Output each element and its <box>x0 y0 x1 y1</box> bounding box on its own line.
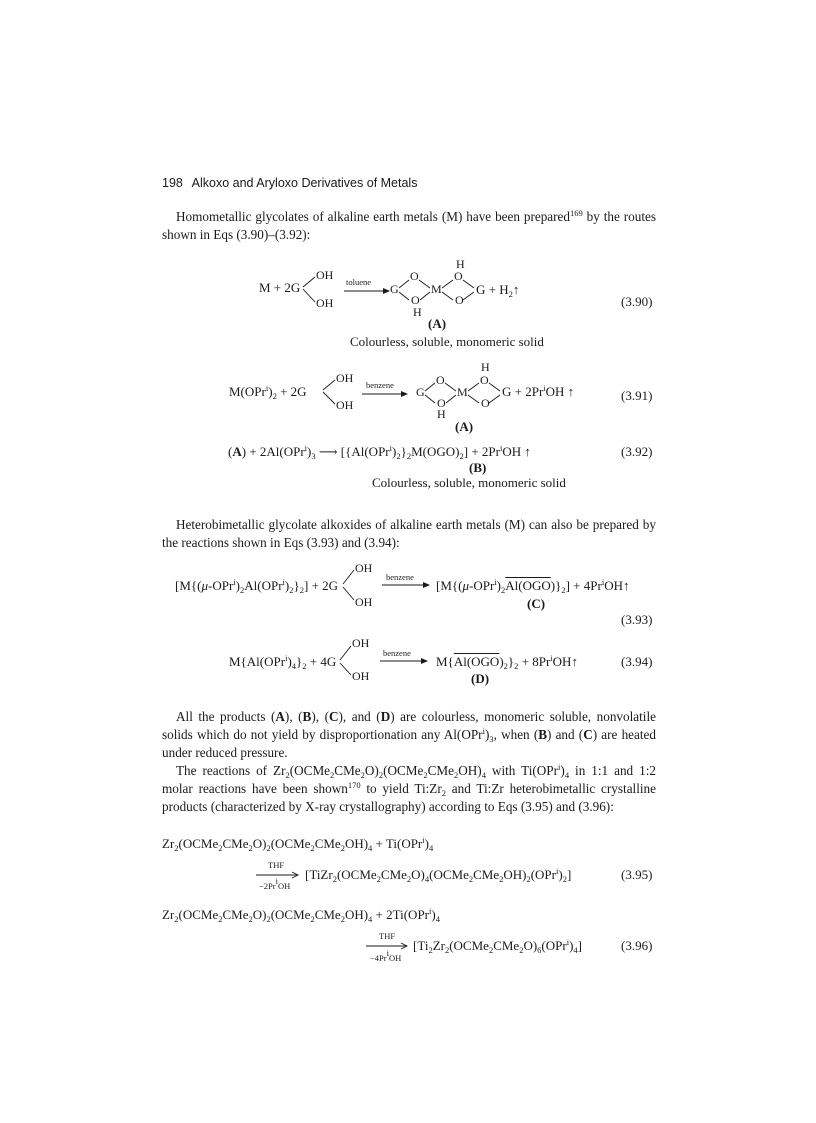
eq392-label: (B) <box>469 460 487 475</box>
eq395-over: THF <box>268 860 285 870</box>
eq394-number: (3.94) <box>621 654 653 669</box>
eq390-lhs: M + 2G <box>259 280 301 295</box>
eq392-caption: Colourless, soluble, monomeric solid <box>372 475 566 490</box>
eq393-oh-bottom: OH <box>355 595 373 609</box>
eq390-atom-o1: O <box>410 269 419 283</box>
eq391-atom-h-bottom: H <box>437 407 446 421</box>
eq396-line1: $Zr_2(OCMe_2CMe_2O)_2(OCMe_2CMe_2OH)_4 + 2Ti(OPr^i)_4$ <box>162 906 440 924</box>
eq390-label: (A) <box>428 316 447 331</box>
eq391-atom-o3: O <box>480 373 489 387</box>
eq390-atom-m: M <box>431 282 442 296</box>
eq391-atom-g-left: G <box>416 385 425 399</box>
eq394-oh-top: OH <box>352 636 370 650</box>
eq393-oh-top: OH <box>355 561 373 575</box>
eq396-product: $[Ti_2Zr_2(OCMe_2CMe_2O)_6(OPr^i)_4]$ <box>413 937 582 955</box>
eq391-atom-h-top: H <box>481 360 490 374</box>
eq390-atom-g-left: G <box>390 282 399 296</box>
eq395-under: $-2Pr^iOH$ <box>259 876 291 891</box>
eq390-caption: Colourless, soluble, monomeric solid <box>350 334 544 349</box>
eq390-atom-h-bottom: H <box>413 305 422 319</box>
eq391-reagent: benzene <box>366 380 394 390</box>
eq390-oh-bottom: OH <box>316 296 334 310</box>
eq394-label: (D) <box>471 671 490 686</box>
eq393-reagent: benzene <box>386 572 414 582</box>
eq394-rhs: $M\{Al(OGO)_2\}_2$ + $8Pr^iOH↑$ <box>436 653 578 671</box>
eq393-label: (C) <box>527 596 546 611</box>
eq391-oh-bottom: OH <box>336 398 354 412</box>
eq396-number: (3.96) <box>621 938 653 953</box>
paragraph-intro-glycolates: Homometallic glycolates of alkaline earth metals (M) have been prepared$^{169}$ by the routes shown in Eqs (3.90)–(3.92): <box>162 208 656 242</box>
eq392-text: $(A) + 2Al(OPr^i)_3$ ⟶ $[\{Al(OPr^i)_2\}_2M(OGO)_2] + 2Pr^iOH$ ↑ <box>228 443 531 461</box>
eq393-lhs: $[M\{(\mu-OPr^i)_2Al(OPr^i)_2\}_2] + 2G$ <box>175 577 339 595</box>
eq391-lhs: $M(OPr^i)_2 + 2G$ <box>229 383 307 401</box>
eq394-lhs: $M\{Al(OPr^i)_4\}_2 + 4G$ <box>229 653 337 671</box>
paragraph-zr-ti-reactions: The reactions of $Zr_2(OCMe_2CMe_2O)_2(OCMe_2CMe_2OH)_4$ with $Ti(OPr^i)_4$ in 1:1 and 1:2 molar reactions have been shown$^{170}$ to yield $Ti:Zr_2$ and Ti:Zr heterobimetallic crystalline products (characterized by X-ray crystallography) according to Eqs (3.95) and (3.96): <box>162 762 656 814</box>
eq396-under: $-4Pr^iOH$ <box>370 948 402 963</box>
running-title: Alkoxo and Aryloxo Derivatives of Metals <box>191 176 418 190</box>
eq391-label: (A) <box>455 419 474 434</box>
eq395-product: $[TiZr_2(OCMe_2CMe_2O)_4(OCMe_2CMe_2OH)_2(OPr^i)_2]$ <box>305 866 572 884</box>
eq391-atom-o1: O <box>436 373 445 387</box>
paragraph-products: All the products (A), (B), (C), and (D) are colourless, monomeric soluble, nonvolatile solids which do not yield by disproportionation any $Al(OPr^i)_3$, when (B) and (C) are heated under reduced pressure. <box>162 709 656 760</box>
eq391-atom-m: M <box>457 385 468 399</box>
eq390-number: (3.90) <box>621 294 653 309</box>
eq390-atom-o3: O <box>454 269 463 283</box>
eq393-number: (3.93) <box>621 612 653 627</box>
eq391-atom-o4: O <box>481 396 490 410</box>
eq390-atom-o4: O <box>455 293 464 307</box>
eq392-number: (3.92) <box>621 444 653 459</box>
eq393-rhs: $[M\{(\mu-OPr^i)_2Al(OGO)\}_2]$ + $4Pr^iOH↑$ <box>436 577 630 595</box>
eq390-reagent: toluene <box>346 277 372 287</box>
eq391-atom-o2: O <box>437 396 446 410</box>
eq391-number: (3.91) <box>621 388 653 403</box>
eq395-number: (3.95) <box>621 867 653 882</box>
eq391-rhs-tail: $G + 2Pr^iOH$ ↑ <box>502 383 575 399</box>
eq390-atom-o2: O <box>411 293 420 307</box>
eq394-reagent: benzene <box>383 648 411 658</box>
eq390-oh-top: OH <box>316 268 334 282</box>
eq396-over: THF <box>379 931 396 941</box>
eq390-atom-h-top: H <box>456 257 465 271</box>
eq394-oh-bottom: OH <box>352 669 370 683</box>
eq391-oh-top: OH <box>336 371 354 385</box>
eq390-rhs-tail: $G + H_2↑$ <box>476 282 520 299</box>
page-number: 198 <box>162 176 183 190</box>
eq395-line1: $Zr_2(OCMe_2CMe_2O)_2(OCMe_2CMe_2OH)_4 + Ti(OPr^i)_4$ <box>162 835 434 853</box>
paragraph-heterobimetallic: Heterobimetallic glycolate alkoxides of alkaline earth metals (M) can also be prepared by the reactions shown in Eqs (3.93) and (3.94): <box>162 517 656 550</box>
